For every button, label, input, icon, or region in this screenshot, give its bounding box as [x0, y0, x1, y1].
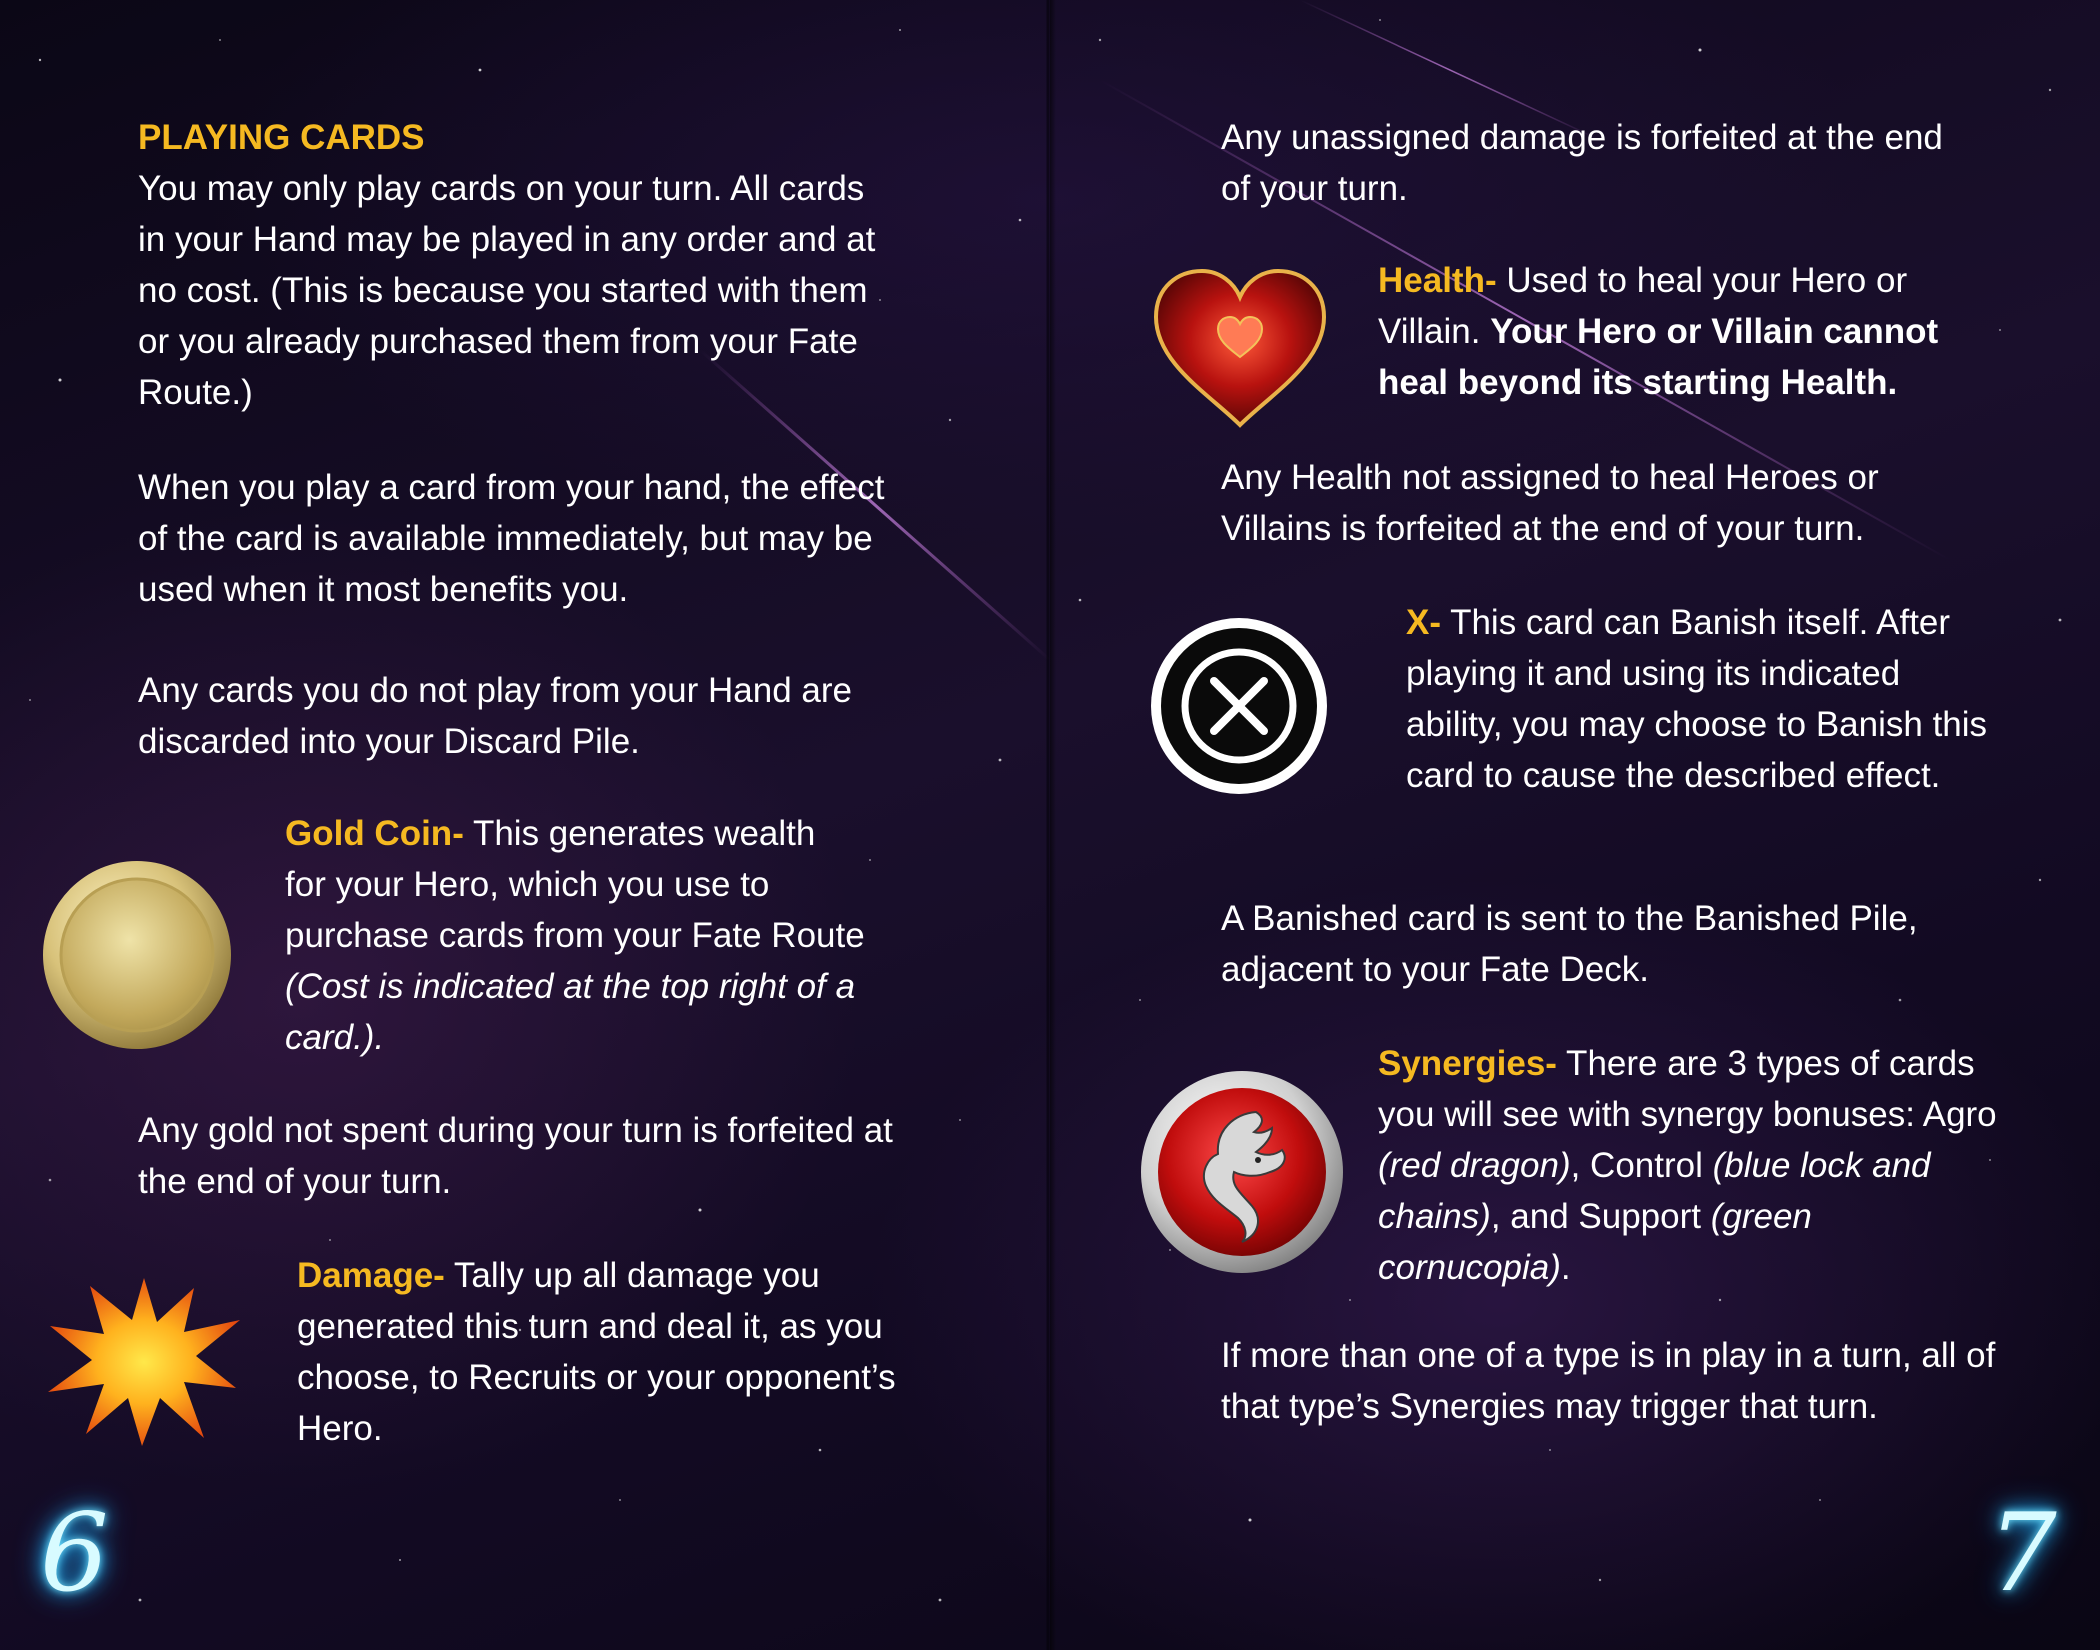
playing-cards-section: [138, 112, 898, 418]
x-text: This card can Banish itself. After playing it and using its indicated ability, you may choose to Banish this card to cause the described effect.: [1406, 603, 1988, 795]
damage-forfeit-paragraph: Any unassigned damage is forfeited at the end of your turn.: [1221, 118, 1943, 208]
health-text: Used to heal your Hero or Villain.: [1378, 261, 1908, 351]
health-paragraph: [1378, 255, 1998, 408]
health-label: Health-: [1378, 261, 1497, 300]
damage-burst-icon: [44, 1270, 244, 1452]
health-forfeit-paragraph: Any Health not assigned to heal Heroes or Villains is forfeited at the end of your turn.: [1221, 458, 1879, 548]
health-bold-rule: Your Hero or Villain cannot heal beyond its starting Health.: [1378, 312, 1939, 402]
synergy-agro-note: (red dragon): [1378, 1146, 1571, 1185]
damage-paragraph: [297, 1250, 897, 1454]
red-dragon-icon: [1138, 1068, 1346, 1276]
x-paragraph: [1406, 597, 2006, 801]
gold-coin-note: (Cost is indicated at the top right of a card.).: [285, 967, 856, 1057]
page-number-left: 6: [40, 1491, 109, 1616]
right-page: [1050, 0, 2100, 1650]
synergies-text-4: .: [1560, 1248, 1571, 1287]
synergies-text-1: There are 3 types of cards you will see with synergy bonuses: Agro: [1378, 1044, 1997, 1134]
damage-label: Damage-: [297, 1256, 445, 1295]
synergy-support-note: (green cornucopia): [1378, 1197, 1812, 1287]
gold-coin-icon: [40, 858, 234, 1052]
section-heading: PLAYING CARDS: [138, 118, 425, 157]
synergies-label: Synergies-: [1378, 1044, 1557, 1083]
effect-paragraph: When you play a card from your hand, the effect of the card is available immediately, but may be used when it most benefits you.: [138, 468, 885, 609]
banished-paragraph: A Banished card is sent to the Banished Pile, adjacent to your Fate Deck.: [1221, 899, 1918, 989]
synergy-trigger-paragraph: If more than one of a type is in play in a turn, all of that type’s Synergies may trigger that turn.: [1221, 1336, 1996, 1426]
x-circle-icon: [1148, 615, 1330, 797]
gold-coin-paragraph: [285, 808, 865, 1063]
synergies-text-3: , and Support: [1490, 1197, 1711, 1236]
synergies-text-2: , Control: [1570, 1146, 1713, 1185]
page-number-right: 7: [1988, 1491, 2057, 1616]
intro-paragraph: You may only play cards on your turn. All cards in your Hand may be played in any order and at no cost. (This is because you started with them or you already purchased them from your Fate Route.): [138, 169, 876, 412]
heart-icon: [1150, 265, 1330, 429]
synergy-control-note: (blue lock and chains): [1378, 1146, 1931, 1236]
gold-coin-label: Gold Coin-: [285, 814, 464, 853]
gold-coin-text: This generates wealth for your Hero, which you use to purchase cards from your Fate Route: [285, 814, 865, 955]
discard-paragraph: Any cards you do not play from your Hand are discarded into your Discard Pile.: [138, 671, 852, 761]
x-label: X-: [1406, 603, 1441, 642]
synergies-paragraph: [1378, 1038, 2008, 1293]
gold-forfeit-paragraph: Any gold not spent during your turn is forfeited at the end of your turn.: [138, 1111, 893, 1201]
damage-text: Tally up all damage you generated this turn and deal it, as you choose, to Recruits or your opponent’s Hero.: [297, 1256, 896, 1448]
